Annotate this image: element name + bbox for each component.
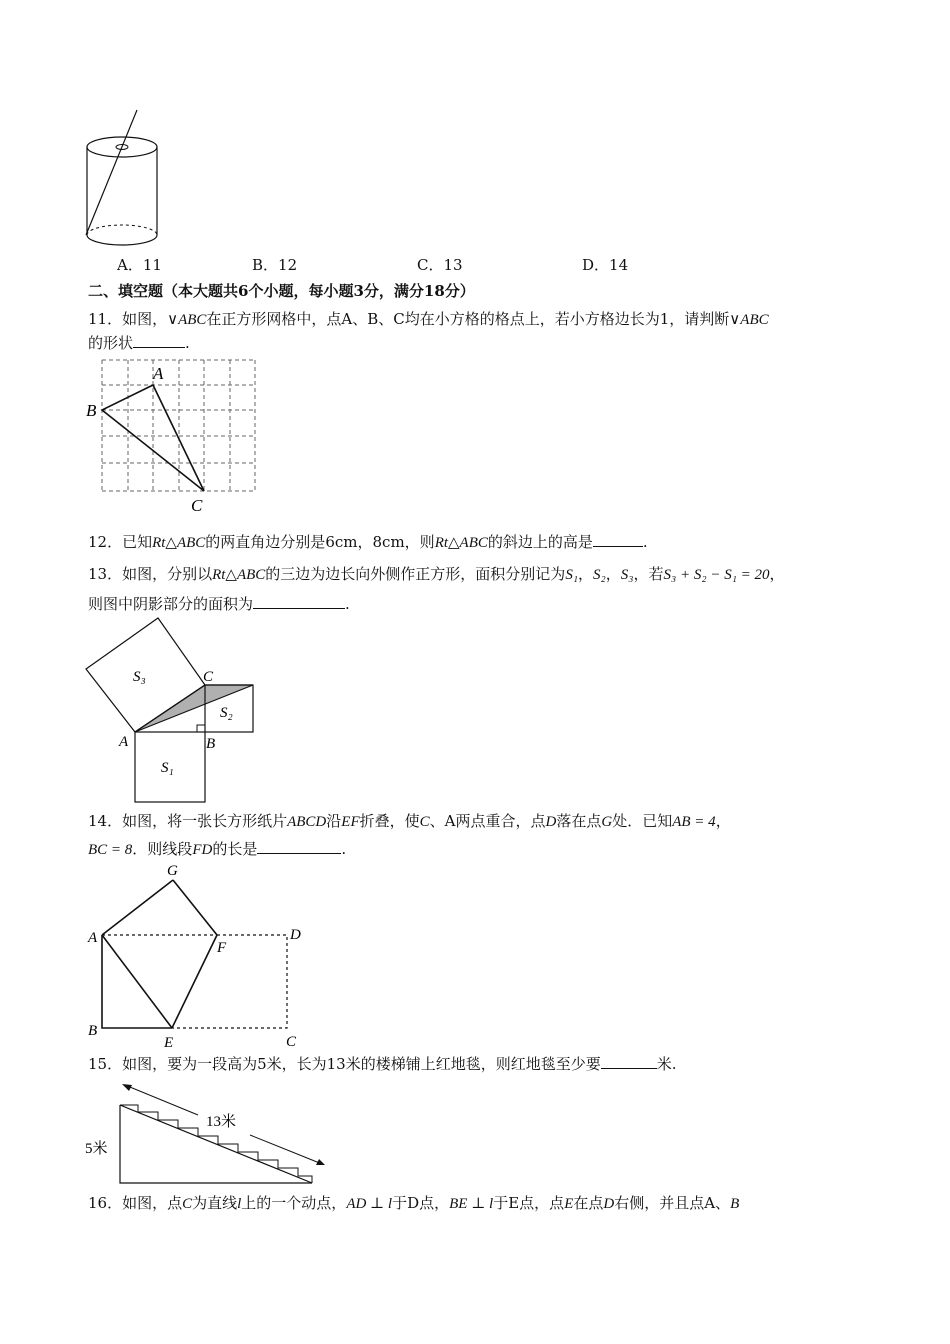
q14-line2: BC = 8．则线段FD的长是 . xyxy=(88,840,347,858)
q16-line1: 16．如图，点C为直线l上的一个动点，AD ⊥ l于D点，BE ⊥ l于E点，点E在点D右侧，并且点A、B xyxy=(88,1194,740,1212)
label-S2: S₂ xyxy=(220,705,233,721)
label-height: 5米 xyxy=(85,1141,108,1157)
label-B: B xyxy=(86,401,97,420)
label-D: D xyxy=(290,927,301,943)
label-S3: S₃ xyxy=(133,669,146,685)
label-G: G xyxy=(167,863,178,879)
label-length: 13米 xyxy=(206,1114,237,1130)
label-A: A xyxy=(153,364,164,383)
answer-blank-15[interactable] xyxy=(601,1053,657,1069)
label-A: A xyxy=(88,930,98,946)
grid-triangle-figure xyxy=(85,355,275,515)
q11-line1: 11．如图，∨ABC在正方形网格中，点A、B、C均在小方格的格点上，若小方格边长为1，请判断∨ABC xyxy=(88,310,769,328)
label-S1: S₁ xyxy=(161,760,174,776)
option-b[interactable]: B．12 xyxy=(252,256,298,274)
label-C: C xyxy=(203,669,214,685)
q12-line: 12．已知Rt△ABC的两直角边分别是6cm，8cm，则Rt△ABC的斜边上的高是 . xyxy=(88,533,648,551)
q13-line2: 则图中阴影部分的面积为 . xyxy=(88,595,350,613)
section-title: 二、填空题（本大题共6个小题，每小题3分，满分18分） xyxy=(88,282,475,300)
option-c[interactable]: C．13 xyxy=(417,256,463,274)
staircase-figure xyxy=(80,1075,340,1190)
q11-line2: 的形状 . xyxy=(88,334,190,352)
q13-line1: 13．如图，分别以Rt△ABC的三边为边长向外侧作正方形，面积分别记为S₁，S₂，S₃，若S₃ + S₂ − S₁ = 20， xyxy=(88,565,785,583)
q15-line: 15．如图，要为一段高为5米，长为13米的楼梯铺上红地毯，则红地毯至少要 米. xyxy=(88,1055,677,1073)
option-d[interactable]: D．14 xyxy=(582,256,629,274)
answer-blank-11[interactable] xyxy=(133,332,185,348)
answer-blank-12[interactable] xyxy=(593,531,643,547)
label-C: C xyxy=(191,496,203,515)
squares-figure xyxy=(85,615,275,810)
folded-rectangle-figure xyxy=(85,860,325,1050)
option-a[interactable]: A．11 xyxy=(117,256,162,274)
q14-line1: 14．如图，将一张长方形纸片ABCD沿EF折叠，使C、A两点重合，点D落在点G处．已知AB = 4， xyxy=(88,812,731,830)
label-F: F xyxy=(217,940,227,956)
label-E: E xyxy=(164,1035,174,1051)
cylinder-figure xyxy=(80,110,170,250)
label-C: C xyxy=(286,1034,297,1050)
label-A: A xyxy=(119,734,129,750)
label-B: B xyxy=(206,736,216,752)
answer-blank-14[interactable] xyxy=(257,838,341,854)
answer-blank-13[interactable] xyxy=(253,593,345,609)
label-B: B xyxy=(88,1023,98,1039)
